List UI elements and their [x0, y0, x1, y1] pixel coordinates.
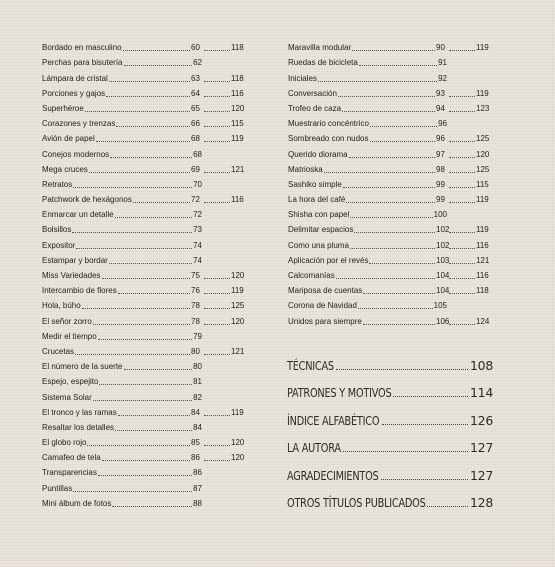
entry-title: Ruedas de bicicleta	[288, 58, 358, 68]
entry-page: 105	[433, 301, 447, 311]
section-title: OTROS TÍTULOS PUBLICADOS	[287, 495, 426, 510]
dot-leader	[118, 415, 190, 416]
toc-entry	[42, 84, 247, 99]
dot-leader	[204, 126, 230, 127]
entry-page: 80	[193, 362, 202, 372]
entry-pattern-page: 120	[231, 438, 245, 448]
entry-title: Sashiko simple	[288, 179, 342, 189]
toc-entry	[42, 311, 247, 326]
section-page: 127	[470, 467, 493, 483]
section-title: TÉCNICAS	[287, 357, 334, 373]
toc-entry	[42, 38, 247, 53]
toc-entry	[42, 99, 247, 114]
entry-pattern-page: 118	[231, 43, 244, 53]
entry-title: El señor zorro	[42, 316, 92, 326]
entry-pattern-page: 116	[231, 88, 244, 98]
entry-page: 98	[436, 164, 445, 174]
entry-page: 87	[193, 483, 202, 493]
entry-title: Enmarcar un detalle	[42, 210, 114, 220]
toc-entry	[42, 281, 247, 296]
dot-leader	[449, 157, 475, 158]
section-page: 114	[470, 385, 493, 400]
dot-leader	[369, 263, 435, 264]
dot-leader	[342, 111, 435, 112]
dot-leader	[133, 202, 190, 203]
entry-title: Espejo, espejito	[42, 377, 99, 387]
toc-entry	[288, 175, 492, 190]
entry-title: Crucetas	[42, 346, 75, 356]
toc-entry	[288, 99, 492, 114]
dot-leader	[449, 172, 475, 173]
toc-entry	[42, 357, 247, 372]
dot-leader	[204, 293, 230, 294]
dot-leader	[363, 324, 435, 325]
toc-entry	[288, 281, 492, 296]
entry-title: Bordado en masculino	[42, 43, 122, 53]
section-page: 126	[470, 412, 493, 428]
entry-title: Avión de papel	[42, 134, 95, 144]
toc-entry	[42, 296, 247, 311]
dot-leader	[350, 248, 435, 249]
toc-entry	[288, 144, 492, 159]
entry-title: El globo rojo	[42, 438, 87, 448]
entry-title: Mariposa de cuentas	[288, 286, 363, 296]
dot-leader	[449, 324, 475, 325]
dot-leader	[93, 324, 190, 325]
entry-pattern-page: 119	[231, 407, 244, 417]
entry-page: 65	[191, 103, 200, 113]
entry-page: 64	[191, 88, 200, 98]
entry-pattern-page: 119	[231, 286, 244, 296]
entry-page: 96	[438, 119, 447, 129]
toc-entry	[288, 251, 492, 266]
dot-leader	[109, 81, 190, 82]
dot-leader	[82, 308, 190, 309]
dot-leader	[318, 81, 437, 82]
dot-leader	[204, 111, 230, 112]
entry-pattern-page: 120	[476, 149, 490, 159]
entry-title: Conejos modernos	[42, 149, 110, 159]
entry-page: 82	[193, 392, 202, 402]
entry-page: 84	[191, 407, 200, 417]
dot-leader	[116, 126, 190, 127]
dot-leader	[427, 506, 468, 507]
dot-leader	[123, 50, 190, 51]
toc-entry	[42, 478, 247, 493]
section-title: AGRADECIMIENTOS	[287, 467, 379, 483]
entry-page: 74	[193, 240, 202, 250]
entry-pattern-page: 121	[231, 346, 245, 356]
toc-entry	[288, 38, 492, 53]
dot-leader	[370, 141, 436, 142]
entry-title: Camafeo de tela	[42, 453, 101, 463]
toc-section	[287, 483, 493, 511]
toc-entry	[42, 251, 247, 266]
dot-leader	[204, 445, 230, 446]
section-page: 128	[470, 495, 493, 510]
entry-page: 99	[436, 195, 445, 205]
entry-page: 81	[193, 377, 202, 387]
dot-leader	[87, 445, 190, 446]
dot-leader	[338, 96, 435, 97]
entry-pattern-page: 116	[231, 195, 244, 205]
entry-page: 60	[191, 43, 200, 53]
entry-pattern-page: 116	[476, 240, 489, 250]
dot-leader	[359, 65, 437, 66]
dot-leader	[204, 96, 230, 97]
entry-title: Puntillas	[42, 483, 73, 493]
toc-entry	[288, 84, 492, 99]
dot-leader	[204, 415, 230, 416]
entry-title: Transparencias	[42, 468, 97, 478]
toc-sections	[287, 345, 493, 510]
dot-leader	[449, 202, 475, 203]
entry-page: 103	[436, 255, 450, 265]
toc-entry	[288, 311, 492, 326]
toc-entry	[42, 175, 247, 190]
entry-title: Hola, búho	[42, 301, 81, 311]
toc-entry	[42, 190, 247, 205]
dot-leader	[354, 232, 435, 233]
entry-page: 62	[193, 58, 202, 68]
entry-page: 99	[436, 179, 445, 189]
entry-title: Porciones y gajos	[42, 88, 106, 98]
toc-entry	[42, 403, 247, 418]
entry-pattern-page: 119	[476, 195, 489, 205]
entry-page: 72	[191, 195, 200, 205]
entry-pattern-page: 118	[231, 73, 244, 83]
entry-title: Trofeo de caza	[288, 103, 342, 113]
entry-title: Aplicación por el revés	[288, 255, 369, 265]
dot-leader	[204, 324, 230, 325]
dot-leader	[115, 430, 192, 431]
entry-page: 79	[193, 331, 202, 341]
entry-page: 94	[436, 103, 445, 113]
toc-entry	[42, 144, 247, 159]
entry-page: 63	[191, 73, 200, 83]
toc-entry	[42, 418, 247, 433]
dot-leader	[124, 369, 193, 370]
toc-entry	[42, 342, 247, 357]
entry-pattern-page: 119	[231, 134, 244, 144]
dot-leader	[102, 278, 190, 279]
dot-leader	[204, 141, 230, 142]
entry-page: 86	[191, 453, 200, 463]
dot-leader	[106, 96, 190, 97]
dot-leader	[99, 384, 192, 385]
entry-title: Bolsillos	[42, 225, 72, 235]
section-page: 108	[470, 357, 493, 373]
entry-title: Muestrario concéntrico	[288, 119, 369, 129]
dot-leader	[449, 111, 475, 112]
toc-entry	[42, 448, 247, 463]
entry-pattern-page: 125	[476, 134, 490, 144]
toc-entry	[288, 190, 492, 205]
toc-section	[287, 455, 493, 483]
entry-pattern-page: 116	[476, 271, 489, 280]
dot-leader	[96, 141, 190, 142]
dot-leader	[370, 126, 437, 127]
dot-leader	[204, 172, 230, 173]
entry-page: 96	[436, 134, 445, 144]
entry-page: 104	[436, 271, 450, 280]
toc-entry	[288, 114, 492, 129]
toc-entry	[42, 372, 247, 387]
entry-title: Corazones y trenzas	[42, 119, 116, 129]
entry-title: Como una pluma	[288, 240, 349, 250]
entry-page: 80	[191, 346, 200, 356]
entry-pattern-page: 120	[231, 316, 245, 326]
entry-pattern-page: 119	[476, 225, 489, 235]
entry-pattern-page: 115	[476, 179, 489, 189]
entry-title: Lámpara de cristal	[42, 73, 108, 83]
dot-leader	[449, 278, 475, 279]
dot-leader	[324, 172, 435, 173]
entry-pattern-page: 124	[476, 316, 490, 326]
dot-leader	[204, 308, 230, 309]
dot-leader	[89, 172, 190, 173]
entry-pattern-page: 118	[476, 286, 489, 296]
dot-leader	[75, 354, 190, 355]
dot-leader	[73, 187, 192, 188]
entry-page: 69	[191, 164, 200, 174]
toc-entry	[42, 68, 247, 83]
toc-entry	[288, 235, 492, 250]
toc-entry	[288, 266, 492, 281]
toc-entry	[42, 129, 247, 144]
toc-section	[287, 373, 493, 401]
dot-leader	[204, 81, 230, 82]
entry-pattern-page: 119	[476, 88, 489, 98]
toc-entry	[288, 129, 492, 144]
entry-pattern-page: 120	[231, 103, 245, 113]
entry-page: 91	[438, 58, 447, 68]
entry-title: Shisha con papel	[288, 210, 350, 220]
entry-page: 102	[436, 240, 450, 250]
dot-leader	[102, 460, 190, 461]
dot-leader	[349, 157, 435, 158]
entry-title: El tronco y las ramas	[42, 407, 117, 417]
entry-title: La hora del café	[288, 195, 346, 205]
section-title: LA AUTORA	[287, 440, 341, 455]
toc-left-column	[42, 38, 247, 509]
dot-leader	[363, 293, 435, 294]
entry-title: Patchwork de hexágonos	[42, 195, 132, 205]
entry-pattern-page: 125	[231, 301, 245, 311]
entry-title: Estampar y bordar	[42, 255, 108, 265]
toc-entry	[42, 387, 247, 402]
dot-leader	[98, 339, 192, 340]
entry-page: 93	[436, 88, 445, 98]
toc-section	[287, 400, 493, 428]
entry-pattern-page: 119	[476, 43, 489, 53]
entry-page: 104	[436, 286, 450, 296]
entry-title: Mega cruces	[42, 164, 88, 174]
dot-leader	[204, 460, 230, 461]
dot-leader	[350, 217, 432, 218]
entry-title: Calcomanías	[288, 271, 335, 280]
dot-leader	[449, 96, 475, 97]
entry-title: Sistema Solar	[42, 392, 92, 402]
dot-leader	[124, 65, 193, 66]
dot-leader	[358, 308, 433, 309]
entry-page: 78	[191, 301, 200, 311]
entry-page: 88	[193, 498, 202, 508]
entry-pattern-page: 121	[231, 164, 245, 174]
dot-leader	[73, 491, 192, 492]
toc-entry	[42, 433, 247, 448]
entry-page: 97	[436, 149, 445, 159]
entry-title: Resaltar los detalles	[42, 422, 115, 432]
toc-entry	[42, 220, 247, 235]
entry-pattern-page: 115	[231, 119, 244, 129]
dot-leader	[346, 202, 435, 203]
toc-entry	[42, 160, 247, 175]
toc-entry	[42, 266, 247, 281]
dot-leader	[110, 157, 192, 158]
toc-entry	[288, 53, 492, 68]
dot-leader	[72, 232, 192, 233]
toc-right-column	[288, 38, 492, 327]
entry-title: Intercambio de flores	[42, 286, 117, 296]
dot-leader	[118, 293, 190, 294]
entry-page: 100	[433, 210, 447, 220]
dot-leader	[449, 187, 475, 188]
dot-leader	[85, 111, 190, 112]
dot-leader	[336, 369, 468, 370]
dot-leader	[449, 50, 475, 51]
entry-title: Maravilla modular	[288, 43, 352, 53]
entry-page: 70	[193, 179, 202, 189]
toc-entry	[42, 235, 247, 250]
entry-page: 72	[193, 210, 202, 220]
entry-title: Conversación	[288, 88, 337, 98]
toc-entry	[42, 114, 247, 129]
entry-title: Sombreado con nudos	[288, 134, 369, 144]
entry-title: Superhéroe	[42, 103, 84, 113]
entry-page: 74	[193, 255, 202, 265]
dot-leader	[352, 50, 435, 51]
dot-leader	[204, 354, 230, 355]
dot-leader	[449, 232, 475, 233]
toc-entry	[42, 327, 247, 342]
entry-title: Mini álbum de fotos	[42, 498, 112, 508]
section-page: 127	[470, 440, 493, 455]
dot-leader	[343, 451, 468, 452]
entry-title: Miss Variedades	[42, 271, 101, 280]
entry-pattern-page: 125	[476, 164, 490, 174]
entry-page: 92	[438, 73, 447, 83]
entry-page: 106	[436, 316, 450, 326]
toc-entry	[288, 296, 492, 311]
dot-leader	[449, 263, 475, 264]
entry-page: 68	[193, 149, 202, 159]
dot-leader	[76, 248, 192, 249]
toc-entry	[288, 68, 492, 83]
toc-section	[287, 345, 493, 373]
section-title: PATRONES Y MOTIVOS	[287, 385, 392, 400]
entry-pattern-page: 120	[231, 453, 245, 463]
entry-title: Matrioska	[288, 164, 323, 174]
toc-entry	[288, 220, 492, 235]
entry-title: Delimitar espacios	[288, 225, 354, 235]
toc-section	[287, 428, 493, 456]
entry-page: 73	[193, 225, 202, 235]
entry-title: Medir el tiempo	[42, 331, 97, 341]
dot-leader	[449, 293, 475, 294]
dot-leader	[343, 187, 435, 188]
entry-page: 84	[193, 422, 202, 432]
entry-pattern-page: 120	[231, 271, 245, 280]
dot-leader	[204, 278, 230, 279]
toc-entry	[42, 494, 247, 509]
toc-entry	[42, 205, 247, 220]
dot-leader	[109, 263, 192, 264]
entry-page: 66	[191, 119, 200, 129]
dot-leader	[115, 217, 193, 218]
dot-leader	[336, 278, 435, 279]
dot-leader	[204, 50, 230, 51]
entry-page: 85	[191, 438, 200, 448]
entry-title: Querido diorama	[288, 149, 348, 159]
entry-page: 75	[191, 271, 200, 280]
toc-entry	[42, 463, 247, 478]
entry-pattern-page: 121	[476, 255, 490, 265]
dot-leader	[393, 396, 468, 397]
toc-entry	[288, 160, 492, 175]
entry-title: Corona de Navidad	[288, 301, 357, 311]
entry-title: Retratos	[42, 179, 73, 189]
dot-leader	[449, 248, 475, 249]
entry-page: 102	[436, 225, 450, 235]
dot-leader	[381, 479, 468, 480]
entry-page: 86	[193, 468, 202, 478]
entry-page: 78	[191, 316, 200, 326]
toc-entry	[42, 53, 247, 68]
entry-title: Iniciales	[288, 73, 317, 83]
entry-page: 90	[436, 43, 445, 53]
entry-title: El número de la suerte	[42, 362, 123, 372]
entry-pattern-page: 123	[476, 103, 490, 113]
section-title: ÍNDICE ALFABÉTICO	[287, 412, 380, 428]
entry-page: 68	[191, 134, 200, 144]
dot-leader	[449, 141, 475, 142]
dot-leader	[382, 424, 468, 425]
entry-title: Unidos para siempre	[288, 316, 362, 326]
dot-leader	[112, 506, 192, 507]
entry-page: 76	[191, 286, 200, 296]
entry-title: Perchas para bisutería	[42, 58, 123, 68]
toc-entry	[288, 205, 492, 220]
dot-leader	[93, 400, 192, 401]
dot-leader	[98, 475, 192, 476]
entry-title: Expositor	[42, 240, 76, 250]
dot-leader	[204, 202, 230, 203]
